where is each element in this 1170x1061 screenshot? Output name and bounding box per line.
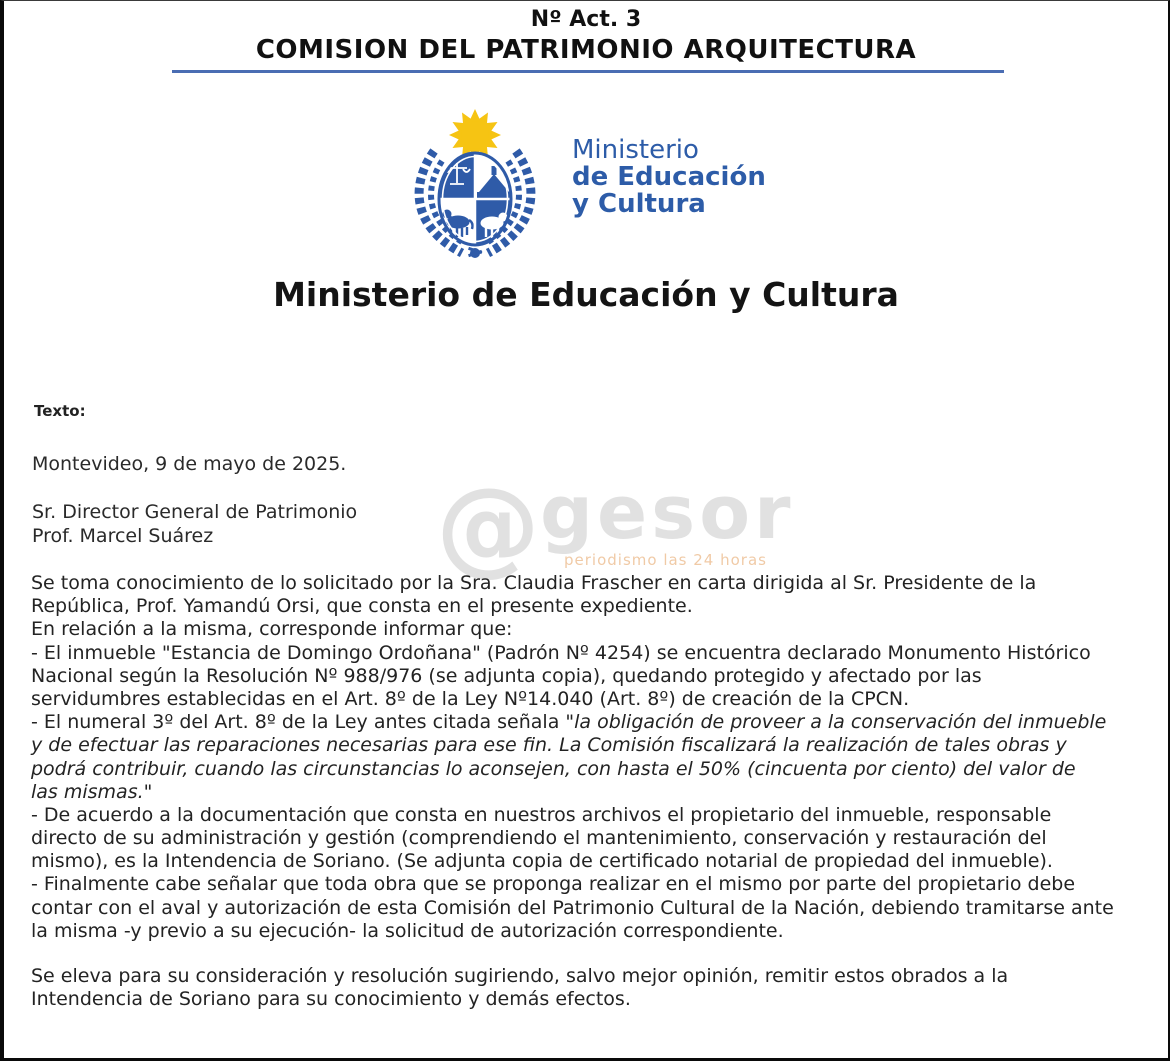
body-line: directo de su administración y gestión (comprendiendo el mantenimiento, conservación y restauración del [31, 827, 1047, 850]
recipient-block [32, 500, 357, 548]
body-line-quote: "la obligación de proveer a la conservación del inmueble [565, 711, 1107, 734]
watermark [436, 463, 795, 587]
body-line: - Finalmente cabe señalar que toda obra que se proponga realizar en el mismo por parte del propietario debe [31, 873, 1076, 896]
body-line: contar con el aval y autorización de esta Comisión del Patrimonio Cultural de la Nación, debiendo tramitarse ante [31, 896, 1114, 919]
date-line: Montevideo, 9 de mayo de 2025. [32, 453, 347, 475]
texto-label: Texto: [34, 402, 86, 420]
doc-number: Nº Act. 3 [530, 7, 642, 32]
body-line-mixed [31, 711, 1154, 734]
watermark-tagline: periodismo las 24 horas [564, 551, 767, 569]
letter-body [31, 572, 1154, 943]
closing-line: Intendencia de Soriano para su conocimiento y demás efectos. [31, 988, 631, 1011]
wordmark-line-1: Ministerio [572, 135, 699, 165]
body-line: En relación a la misma, corresponde informar que: [31, 618, 513, 641]
recipient-line-1: Sr. Director General de Patrimonio [32, 501, 358, 523]
body-line: Nacional según la Resolución Nº 988/976 (se adjunta copia), quedando protegido y afectado por las [31, 664, 982, 687]
header-underline [172, 70, 1004, 73]
shield [439, 153, 511, 245]
body-line: Se toma conocimiento de lo solicitado por la Sra. Claudia Frascher en carta dirigida al Sr. Presidente de la [31, 572, 1037, 594]
page-title: Ministerio de Educación y Cultura [273, 275, 899, 314]
recipient-line-2: Prof. Marcel Suárez [32, 525, 214, 547]
uruguay-coat-of-arms-icon [400, 103, 552, 265]
body-line-prefix: - El numeral 3º del Art. 8º de la Ley antes citada señala [31, 711, 566, 734]
body-line-italic: y de efectuar las reparaciones necesarias para ese fin. La Comisión fiscalizará la realización de tales obras y [31, 734, 1067, 757]
body-line: mismo), es la Intendencia de Soriano. (Se adjunta copia de certificado notarial de propiedad del inmueble). [31, 850, 1053, 873]
laurel-tie [468, 247, 482, 258]
at-sign-icon: @ [436, 465, 540, 587]
ministry-wordmark [572, 137, 766, 218]
body-line-italic: las mismas." [31, 780, 153, 803]
body-line: - El inmueble "Estancia de Domingo Ordoñana" (Padrón Nº 4254) se encuentra declarado Monumento Histórico [31, 641, 1091, 664]
committee-title: COMISION DEL PATRIMONIO ARQUITECTURA [255, 35, 917, 65]
body-line: República, Prof. Yamandú Orsi, que consta en el presente expediente. [31, 595, 693, 618]
wordmark-line-3: y Cultura [572, 189, 706, 219]
closing-paragraph [31, 965, 1154, 1011]
body-line: servidumbres establecidas en el Art. 8º de la Ley Nº14.040 (Art. 8º) de creación de la CPCN. [31, 687, 910, 710]
watermark-logo [436, 463, 795, 587]
body-line: - De acuerdo a la documentación que consta en nuestros archivos el propietario del inmueble, responsable [31, 803, 1052, 826]
body-line: la misma -y previo a su ejecución- la solicitud de autorización correspondiente. [31, 919, 784, 942]
emblem-svg [400, 103, 552, 261]
body-line-italic: podrá contribuir, cuando las circunstancias lo aconsejen, con hasta el 50% (cincuenta por ciento) del valor de [31, 757, 1076, 780]
closing-line: Se eleva para su consideración y resolución sugiriendo, salvo mejor opinión, remitir estos obrados a la [31, 965, 1009, 987]
watermark-name: gesor [540, 470, 795, 556]
wordmark-line-2: de Educación [572, 162, 766, 192]
